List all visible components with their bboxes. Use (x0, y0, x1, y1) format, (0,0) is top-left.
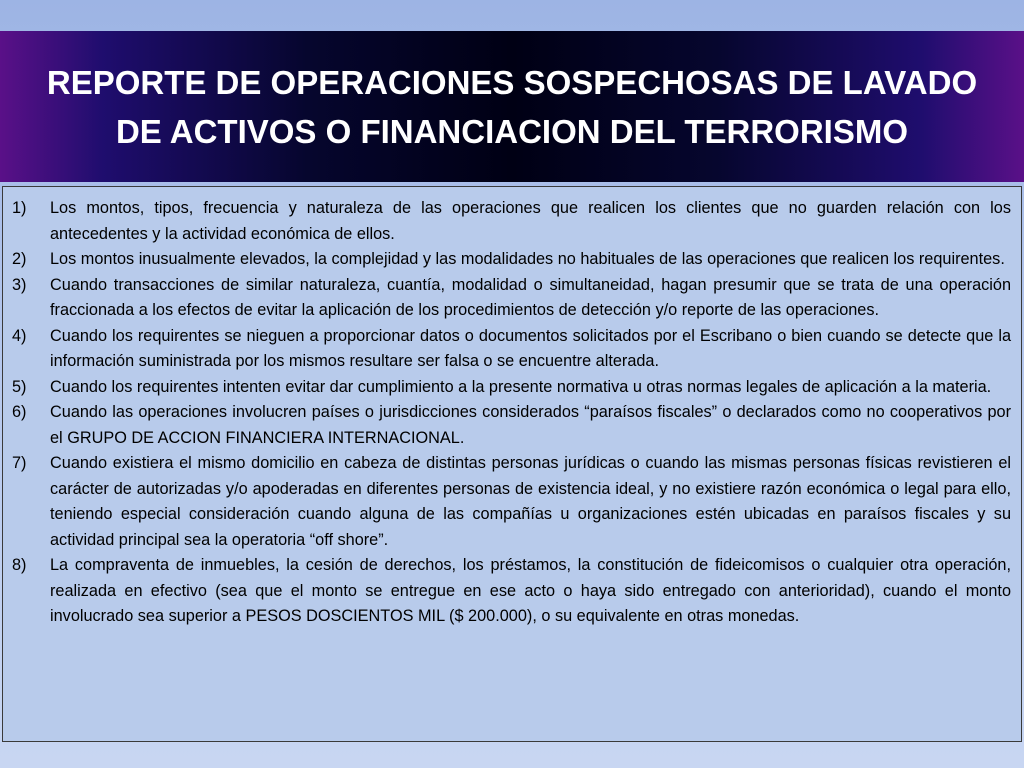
title-line-2: DE ACTIVOS O FINANCIACION DEL TERRORISMO (115, 112, 909, 150)
list-item-1 (12, 196, 1011, 247)
item-number: 2) (12, 250, 27, 268)
item-number: 1) (12, 199, 27, 217)
item-text: Los montos inusualmente elevados, la complejidad y las modalidades no habituales de las operaciones que realicen los requirentes. (50, 250, 1005, 268)
list-item-3 (12, 273, 1011, 324)
criteria-list-box (2, 186, 1022, 742)
item-number: 7) (12, 454, 27, 472)
item-text: Cuando los requirentes se nieguen a proporcionar datos o documentos solicitados por el Escribano o bien cuando se detecte que la información suministrada por los mismos resultare ser falsa o se encuentre alterada. (50, 326, 1011, 370)
item-text: Cuando las operaciones involucren países o jurisdicciones considerados “paraísos fiscales” o declarados como no cooperativos por el GRUPO DE ACCION FINANCIERA INTERNACIONAL. (50, 403, 1011, 447)
item-text: Cuando existiera el mismo domicilio en cabeza de distintas personas jurídicas o cuando las mismas personas físicas revistieren el carácter de autorizadas y/o apoderadas en diferentes personas de existencia ideal, y no existiere razón económica o legal para ello, teniendo especial consideración cuando alguna de las compañías u organizaciones estén ubicadas en paraísos fiscales y su actividad principal sea la operatoria “off shore”. (50, 454, 1011, 549)
item-text: Los montos, tipos, frecuencia y naturaleza de las operaciones que realicen los clientes que no guarden relación con los antecedentes y la actividad económica de ellos. (50, 199, 1011, 243)
item-text: Cuando transacciones de similar naturaleza, cuantía, modalidad o simultaneidad, hagan presumir que se trata de una operación fraccionada a los efectos de evitar la aplicación de los procedimientos de detección y/o reporte de las operaciones. (50, 275, 1011, 319)
item-text: Cuando los requirentes intenten evitar dar cumplimiento a la presente normativa u otras normas legales de aplicación a la materia. (50, 377, 992, 396)
item-number: 6) (12, 403, 27, 421)
list-item-5 (12, 375, 1011, 401)
item-text: La compraventa de inmuebles, la cesión de derechos, los préstamos, la constitución de fideicomisos o cualquier otra operación, realizada en efectivo (sea que el monto se entregue en ese acto o haya sido entregado con anterioridad), cuando el monto involucrado sea superior a PESOS DOSCIENTOS MIL ($ 200.000), o su equivalente en otras monedas. (50, 556, 1011, 625)
slide-title (22, 58, 1002, 156)
item-number: 3) (12, 275, 27, 294)
list-item-6 (12, 400, 1011, 451)
list-item-4 (12, 324, 1011, 375)
list-item-8 (12, 553, 1011, 630)
item-number: 4) (12, 326, 27, 345)
list-item-7 (12, 451, 1011, 553)
item-number: 5) (12, 377, 27, 396)
criteria-list (12, 196, 1011, 630)
item-number: 8) (12, 556, 27, 574)
title-banner (0, 31, 1024, 182)
list-item-2 (12, 247, 1011, 273)
title-line-1: REPORTE DE OPERACIONES SOSPECHOSAS DE LAVADO (46, 63, 978, 101)
